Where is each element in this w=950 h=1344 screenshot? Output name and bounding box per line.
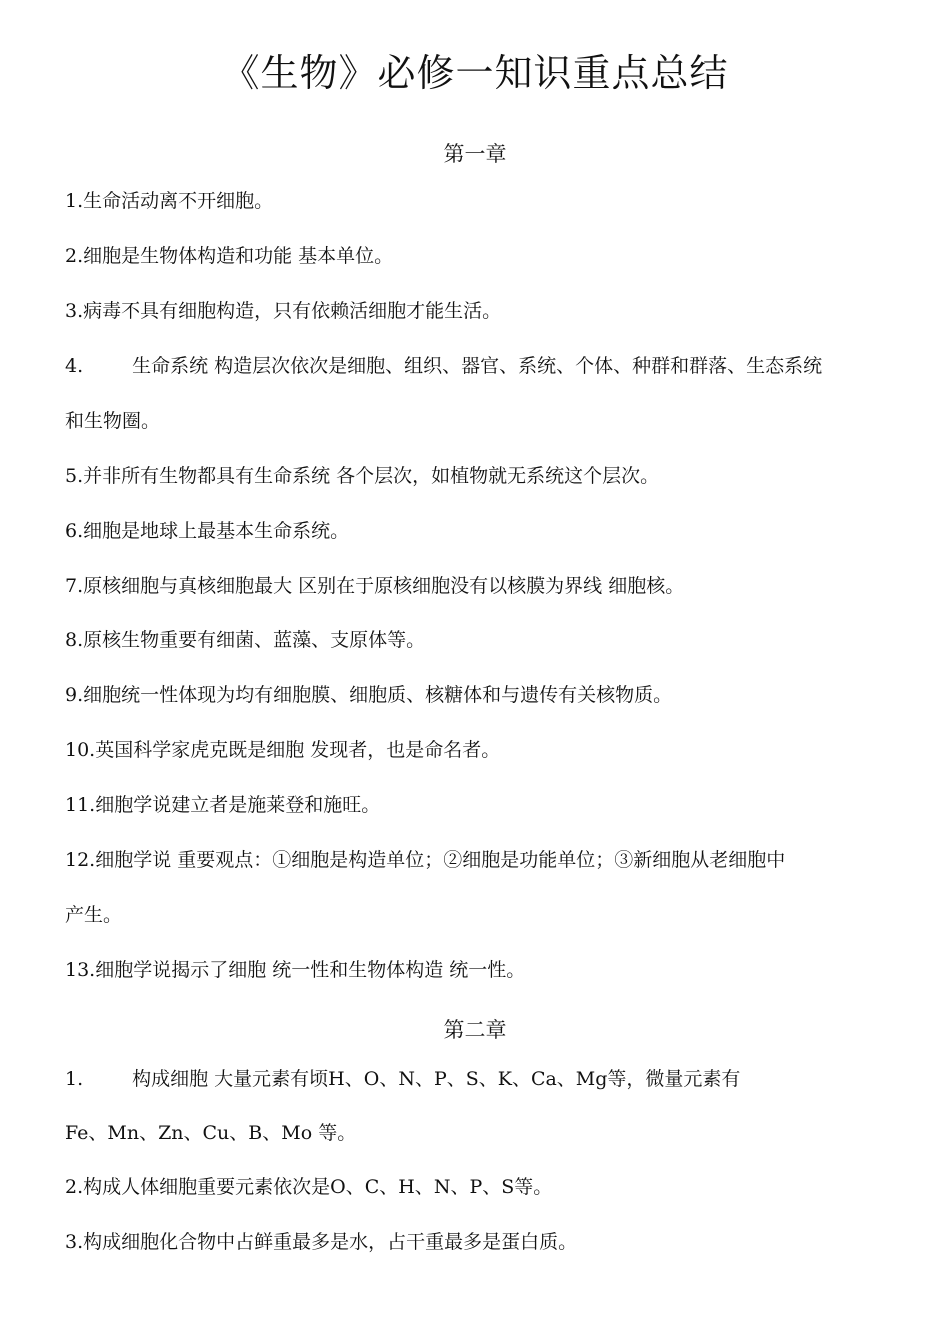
- list-item: 3.构成细胞化合物中占鲜重最多是水，占干重最多是蛋白质。: [65, 1231, 578, 1253]
- list-item: 2.细胞是生物体构造和功能 基本单位。: [65, 245, 394, 267]
- document-title: 《生物》必修一知识重点总结: [221, 51, 729, 95]
- item-text: 生命系统 构造层次依次是细胞、组织、器官、系统、个体、种群和群落、生态系统: [132, 355, 823, 377]
- list-item: [65, 1065, 740, 1093]
- list-item: 1.生命活动离不开细胞。: [65, 190, 274, 212]
- list-item-continuation: Fe、Mn、Zn、Cu、B、Mo 等。: [65, 1122, 357, 1144]
- list-item: 2.构成人体细胞重要元素依次是O、C、H、N、P、S等。: [65, 1176, 553, 1198]
- list-item: 8.原核生物重要有细菌、蓝藻、支原体等。: [65, 629, 426, 651]
- list-item: 3.病毒不具有细胞构造，只有依赖活细胞才能生活。: [65, 300, 502, 322]
- item-text: 构成细胞 大量元素有顷H、O、N、P、S、K、Ca、Mg等，微量元素有: [132, 1068, 741, 1090]
- list-item: 13.细胞学说揭示了细胞 统一性和生物体构造 统一性。: [65, 959, 526, 981]
- list-item: 11.细胞学说建立者是施莱登和施旺。: [65, 794, 381, 816]
- list-item: 5.并非所有生物都具有生命系统 各个层次，如植物就无系统这个层次。: [65, 465, 660, 487]
- list-item-continuation: 和生物圈。: [65, 410, 161, 432]
- list-item: 6.细胞是地球上最基本生命系统。: [65, 520, 350, 542]
- list-item: 9.细胞统一性体现为均有细胞膜、细胞质、核糖体和与遗传有关核物质。: [65, 684, 673, 706]
- list-item: 10.英国科学家虎克既是细胞 发现者，也是命名者。: [65, 739, 501, 761]
- list-item: 7.原核细胞与真核细胞最大 区别在于原核细胞没有以核膜为界线 细胞核。: [65, 575, 685, 597]
- list-item: [65, 352, 822, 380]
- chapter-heading: 第二章: [443, 1018, 507, 1042]
- list-item-continuation: 产生。: [65, 904, 123, 926]
- list-item: 12.细胞学说 重要观点：①细胞是构造单位；②细胞是功能单位；③新细胞从老细胞中: [65, 849, 786, 871]
- item-number: 1.: [65, 1068, 84, 1090]
- item-number: 4.: [65, 355, 84, 377]
- chapter-heading: 第一章: [443, 142, 507, 166]
